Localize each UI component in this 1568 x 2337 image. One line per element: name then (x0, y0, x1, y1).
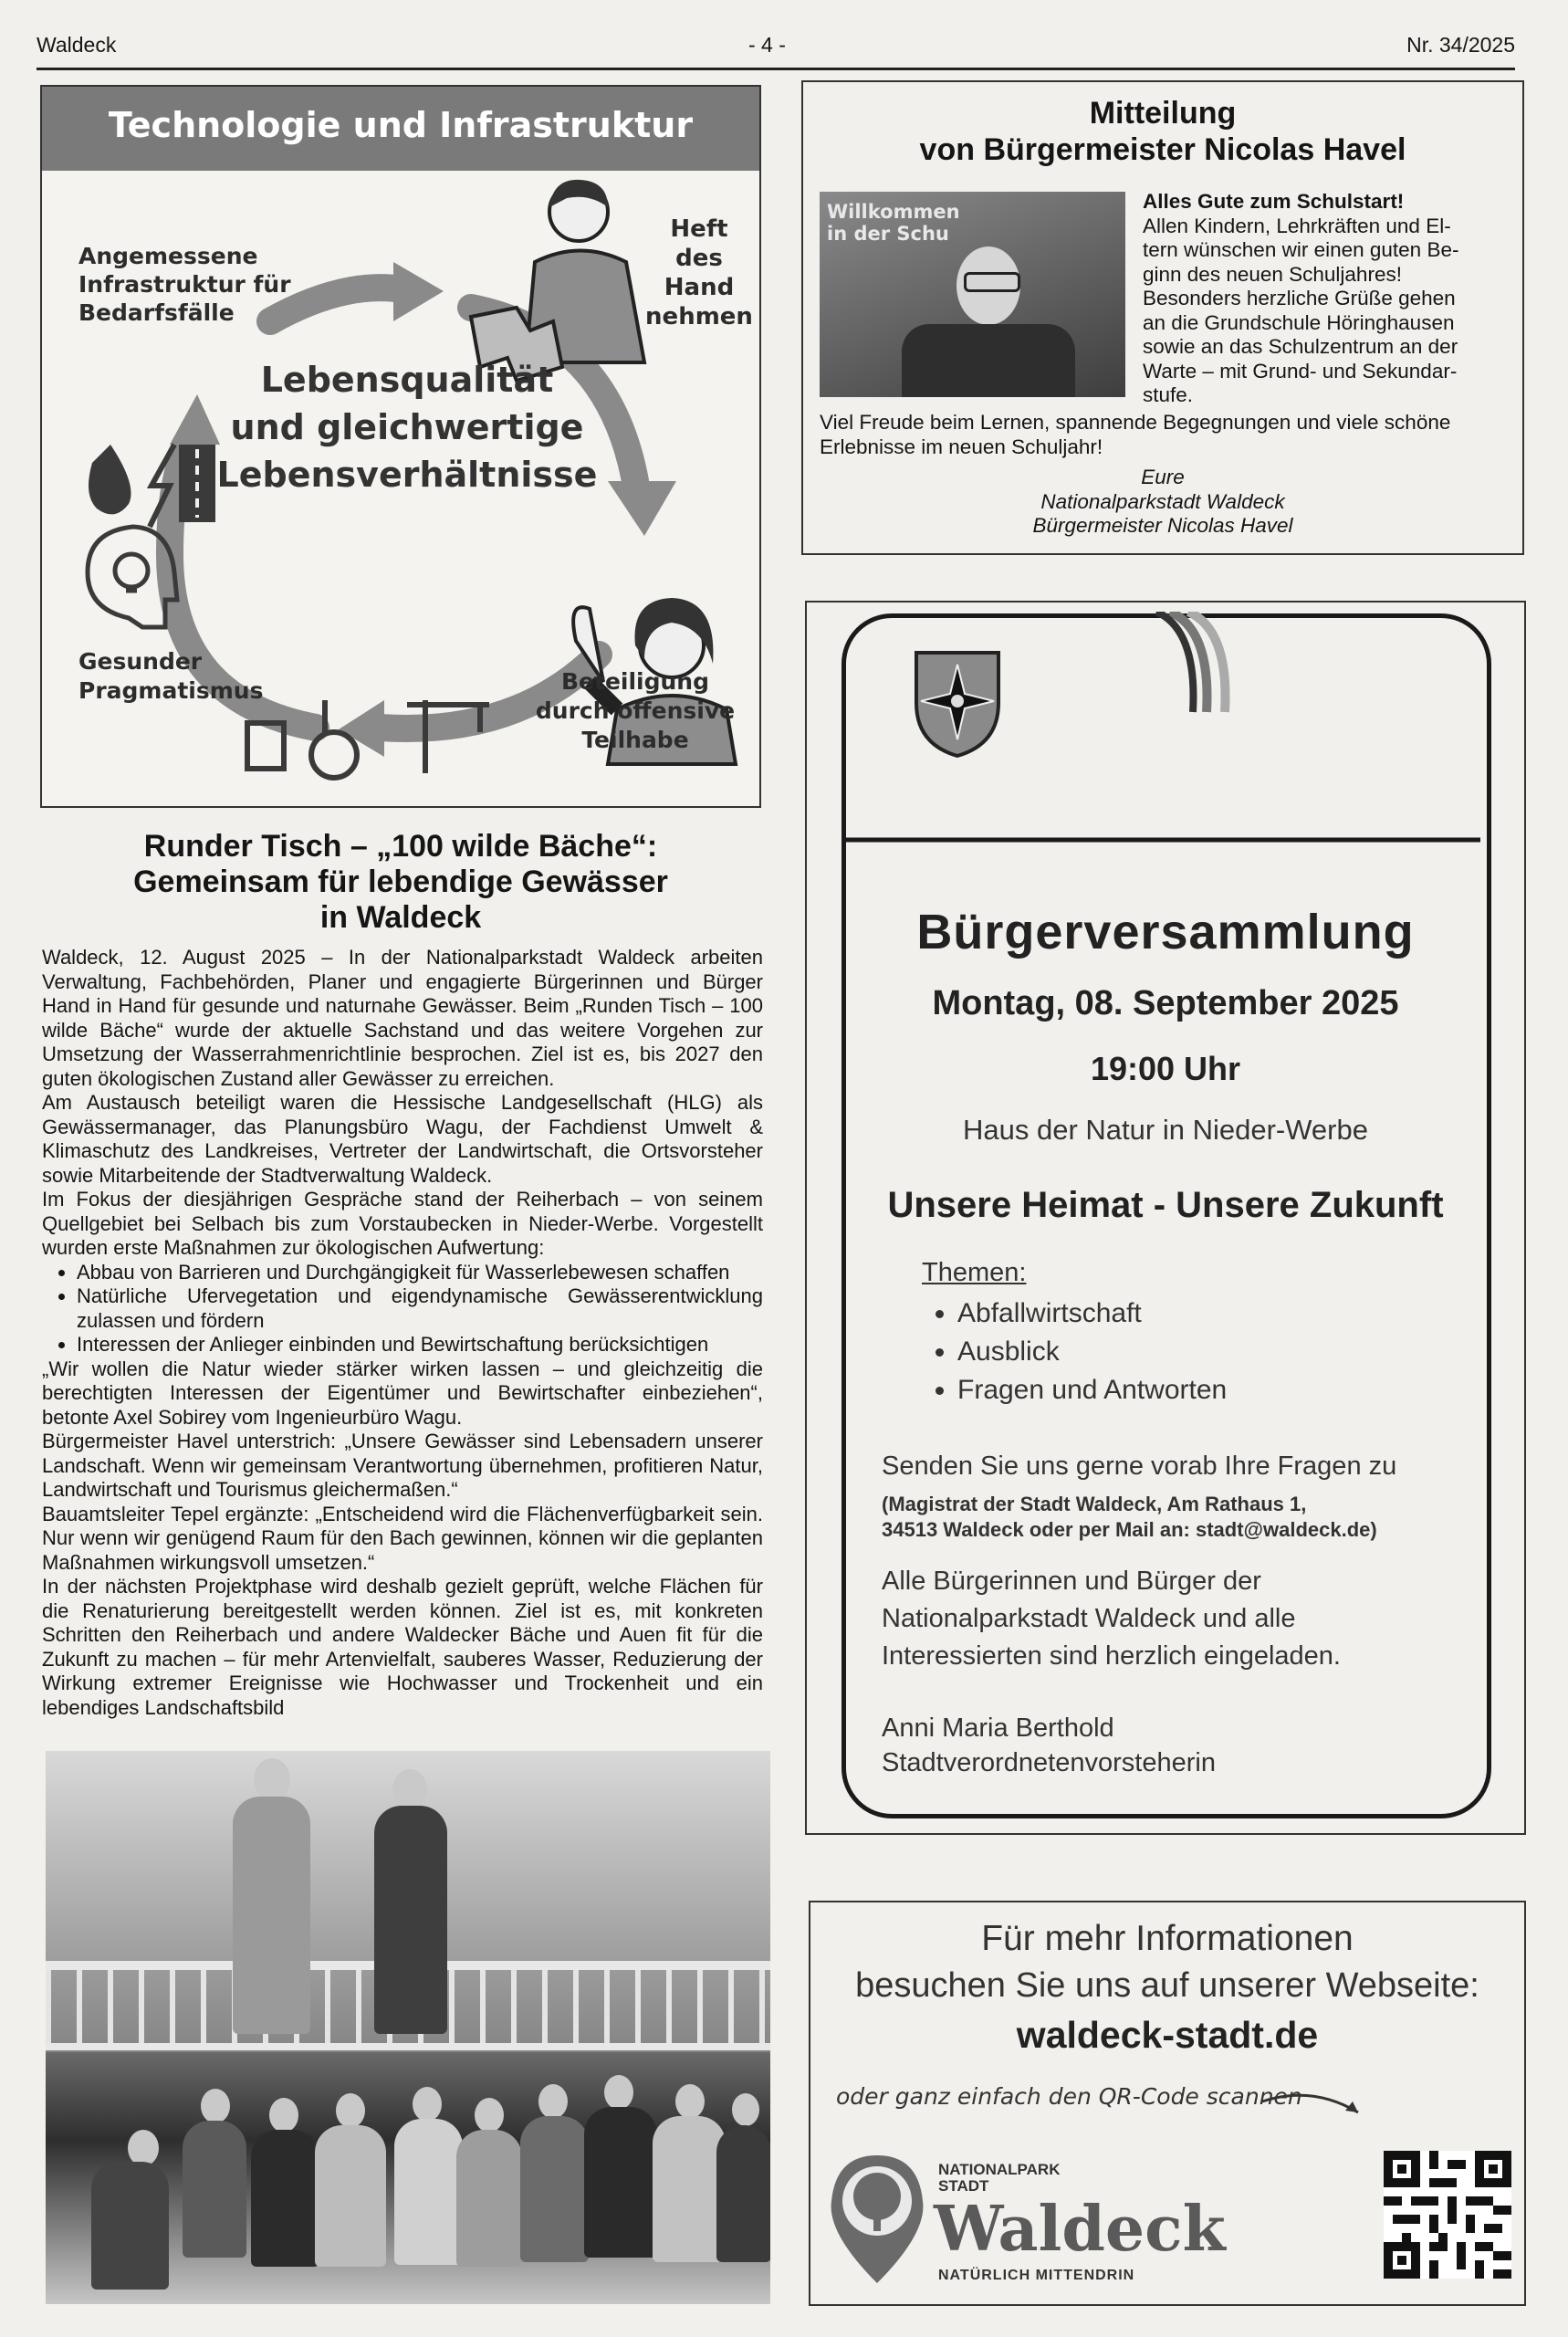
assembly-place: Haus der Natur in Nieder-Werbe (963, 1114, 1368, 1146)
list-item: • Ausblick (957, 1333, 1227, 1371)
assembly-time: 19:00 Uhr (1090, 1050, 1241, 1087)
arrow-to-qr-icon (1258, 2085, 1367, 2131)
questions-invite: Senden Sie uns gerne vorab Ihre Fragen zu (882, 1451, 1397, 1481)
article-title: Runder Tisch – „100 wilde Bäche“: Gemeinsam für lebendige Gewässer in Waldeck (133, 829, 668, 935)
logo-small-text: NATIONALPARK STADT (938, 2161, 1061, 2195)
website-info-box (809, 1901, 1526, 2306)
photo-banner-text: Willkommen in der Schu (827, 201, 960, 245)
page-header (37, 33, 1515, 70)
article-quote: Bauamtsleiter Tepel ergänzte: „Entscheidend wird die Flächenverfügbarkeit sein. Nur wenn wir genügend Raum für den Bach gewinnen, können wir die geplanten Maßnahmen wirkungsvoll umsetzen.“ (42, 1502, 763, 1574)
announcement-title: Mitteilung von Bürgermeister Nicolas Havel (919, 96, 1406, 167)
topics-list (894, 1294, 1227, 1410)
header-page-number: - 4 - (748, 33, 786, 57)
waldeck-coat-of-arms-icon (912, 648, 1003, 758)
assembly-motto: Unsere Heimat - Unsere Zukunft (887, 1185, 1444, 1225)
header-issue: Nr. 34/2025 (1406, 33, 1515, 57)
info-line-2: besuchen Sie uns auf unserer Webseite: (855, 1966, 1479, 2005)
infographic (40, 85, 761, 808)
invitation-text: Alle Bürgerinnen und Bürger der Nationalparkstadt Waldeck und alle Interessierten sind herzlich eingeladen. (882, 1567, 1341, 1671)
assembly-signer: Anni Maria Berthold Stadtverordnetenvorsteherin (882, 1713, 1216, 1777)
announcement-body: Alles Gute zum Schulstart! Allen Kindern, Lehrkräften und El- tern wünschen wir einen guten Be- ginn des neuen Schuljahres! Besonders herzliche Grüße gehen an die Grundschule Höringhausen sowie an das Schulzentrum an der Warte – mit Grund- und Sekundar- stufe. (1143, 190, 1508, 408)
qr-code-icon[interactable] (1384, 2151, 1511, 2279)
assembly-notice (805, 601, 1526, 1835)
infographic-title: Technologie und Infrastruktur (108, 105, 694, 145)
label-pragmatism: Gesunder Pragmatismus (78, 648, 264, 704)
announcement-closing: Viel Freude beim Lernen, spannende Begegnungen und viele schöne Erlebnisse im neuen Schuljahr! (820, 411, 1451, 458)
logo-name: Waldeck (934, 2193, 1226, 2266)
contact-address: (Magistrat der Stadt Waldeck, Am Rathaus 1, 34513 Waldeck oder per Mail an: stadt@waldeck.de) (882, 1493, 1377, 1541)
infographic-title-bar (42, 87, 759, 171)
wheelchair-icon (311, 732, 357, 778)
website-link[interactable]: waldeck-stadt.de (1016, 2014, 1319, 2056)
group-photo (46, 1751, 770, 2304)
man-with-puzzle-illustration (471, 180, 644, 381)
label-infrastructure: Angemessene Infrastruktur für Bedarfsfälle (78, 243, 291, 326)
list-item: • Interessen der Anlieger einbinden und Bewirtschaftung berücksichtigen (77, 1333, 763, 1357)
article-paragraph: Am Austausch beteiligt waren die Hessische Landgesellschaft (HLG) als Gewässermanager, das Planungsbüro Wagu, der Fachdienst Umwelt & Klimaschutz des Landkreises, Vertreter der Landwirtschaft, die Ortsvorsteher sowie Mitarbeitende der Stadtverwaltung Waldeck. (42, 1091, 763, 1187)
article-quote: „Wir wollen die Natur wieder stärker wirken lassen – und gleichzeitig die berechtigten Interessen der Eigentümer und Bewirtschafter einbeziehen“, betonte Axel Sobirey vom Ingenieurbüro Wagu. (42, 1357, 763, 1429)
qr-hint: oder ganz einfach den QR-Code scannen (836, 2083, 1302, 2110)
label-take-charge: Heft des Hand nehmen (645, 215, 753, 330)
article-body (42, 946, 763, 1720)
water-drop-icon (89, 445, 131, 514)
article-paragraph: Im Fokus der diesjährigen Gespräche stand der Reiherbach – von seinem Quellgebiet bei Selbach bis zum Vorstaubecken in Nieder-Werbe. Vorgestellt wurden erste Maßnahmen zur ökologischen Aufwertung: (42, 1188, 763, 1259)
header-town: Waldeck (37, 33, 117, 57)
article-paragraph: Waldeck, 12. August 2025 – In der Nationalparkstadt Waldeck arbeiten Verwaltung, Fachbehörden, Planer und engagierte Bürgerinnen und Bürger Hand in Hand für gesunde und naturnahe Gewässer. Beim „Runden Tisch – 100 wilde Bäche“ wurde der aktuelle Sachstand und das weitere Vorgehen zur Umsetzung der Wasserrahmenrichtlinie besprochen. Ziel ist es, bis 2027 den guten ökologischen Zustand aller Gewässer zu erreichen. (42, 946, 763, 1090)
article-paragraph: In der nächsten Projektphase wird deshalb gezielt geprüft, welche Flächen für die Renaturierung bereitgestellt werden können. Ziel ist es, mit konkreten Schritten den Reiherbach und andere Waldecker Bäche und Auen fit für die Zukunft zu machen – für mehr Artenvielfalt, sauberes Wasser, Reduzierung der Wirkung extremer Ereignisse wie Hochwasser und Trockenheit und ein lebendiges Landschaftsbild (42, 1575, 763, 1719)
label-participation: Beteiligung durch offensive Teilhabe (535, 668, 736, 753)
assembly-title: Bürgerversammlung (916, 905, 1415, 959)
announcement-heading: Alles Gute zum Schulstart! (1143, 190, 1405, 213)
list-item: • Fragen und Antworten (957, 1371, 1227, 1410)
nationalpark-logo-icon (827, 2151, 927, 2288)
list-item: • Abfallwirtschaft (957, 1294, 1227, 1333)
logo-tagline: NATÜRLICH MITTENDRIN (938, 2268, 1135, 2283)
mayor-announcement (801, 80, 1524, 555)
list-item: • Natürliche Ufervegetation und eigendynamische Gewässerentwicklung zulassen und fördern (77, 1284, 763, 1333)
topics-label: Themen: (922, 1258, 1027, 1287)
info-line-1: Für mehr Informationen (981, 1919, 1354, 1958)
list-item: • Abbau von Barrieren und Durchgängigkeit für Wasserlebewesen schaffen (77, 1261, 763, 1285)
assembly-date: Montag, 08. September 2025 (932, 984, 1399, 1022)
mayor-photo (820, 192, 1125, 397)
announcement-signature: Eure Nationalparkstadt Waldeck Bürgermeister Nicolas Havel (1032, 466, 1293, 537)
infographic-center-text: Lebensqualität und gleichwertige Lebensverhältnisse (216, 360, 598, 495)
article-quote: Bürgermeister Havel unterstrich: „Unsere Gewässer sind Lebensadern unserer Landschaft. Wenn wir gemeinsam Verantwortung übernehmen, profitieren Natur, Landwirtschaft und Tourismus gleichermaßen.“ (42, 1430, 763, 1501)
measures-list (42, 1261, 763, 1357)
